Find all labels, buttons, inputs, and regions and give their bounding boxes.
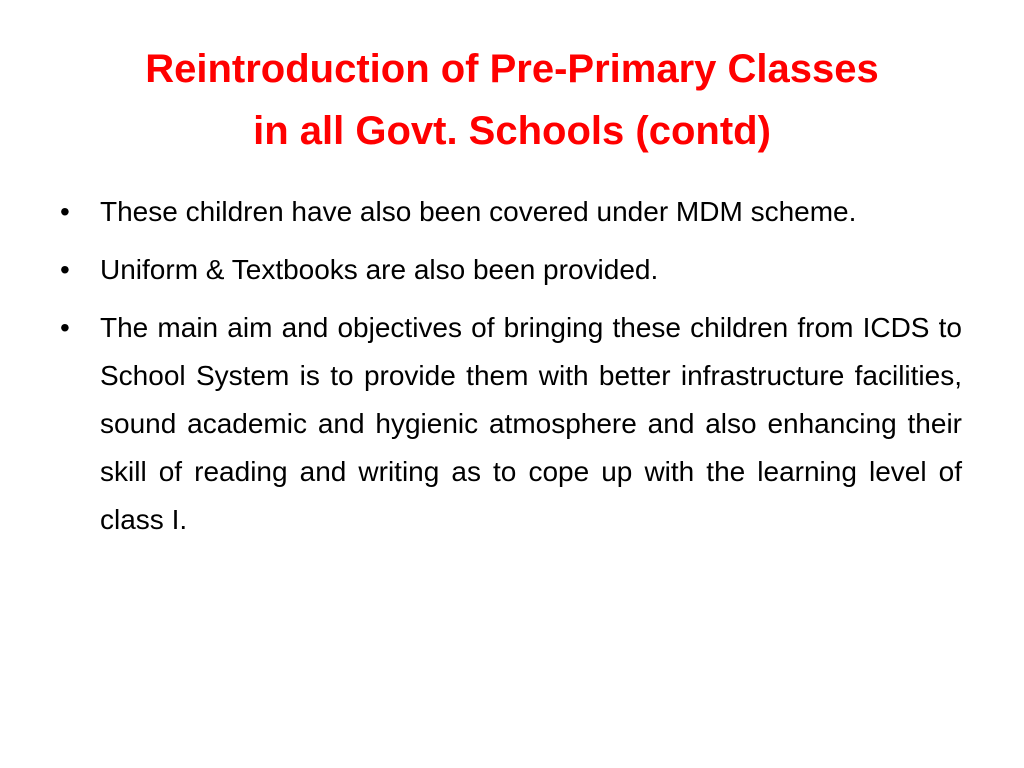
bullet-dot-icon: • bbox=[60, 254, 70, 285]
bullet-item bbox=[60, 188, 962, 236]
bullet-text: These children have also been covered under MDM scheme. bbox=[100, 196, 857, 227]
slide-title-line-2: in all Govt. Schools (contd) bbox=[253, 109, 771, 153]
bullet-dot-icon: • bbox=[60, 196, 70, 227]
bullet-text: Uniform & Textbooks are also been provided. bbox=[100, 254, 659, 285]
slide-title bbox=[40, 38, 984, 162]
bullet-dot-icon: • bbox=[60, 312, 70, 343]
bullet-list bbox=[60, 188, 962, 554]
bullet-text: The main aim and objectives of bringing these children from ICDS to School System is to provide them with better infrastructure facilities, sound academic and hygienic atmosphere and also enhancing their skill of reading and writing as to cope up with the learning level of class I. bbox=[100, 312, 962, 535]
slide-title-line-1: Reintroduction of Pre-Primary Classes bbox=[145, 47, 879, 91]
bullet-item bbox=[60, 304, 962, 544]
bullet-item bbox=[60, 246, 962, 294]
